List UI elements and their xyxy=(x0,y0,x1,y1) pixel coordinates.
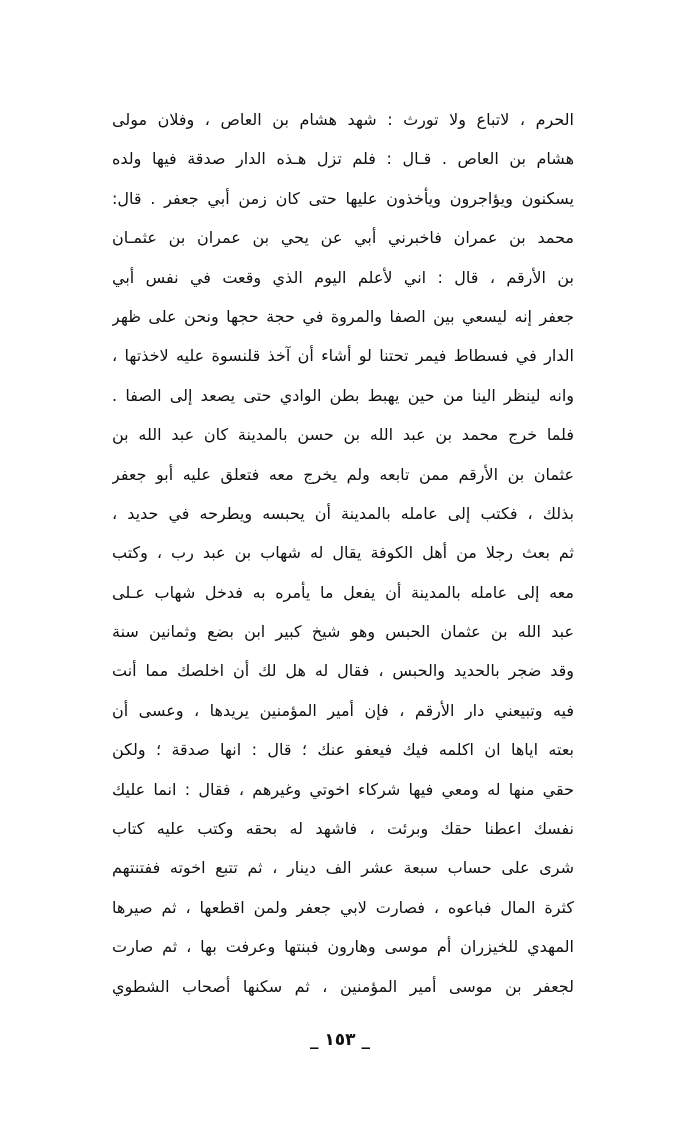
text-line: المهدي للخيزران أم موسى وهارون فبنتها وعرفت بها ، ثم صارت xyxy=(112,937,574,957)
text-line: عثمان بن الأرقم ممن تابعه ولم يخرج معه فتعلق عليه أبو جعفر xyxy=(112,464,574,484)
text-line: هشام بن العاص . قـال : فلم تزل هـذه الدار صدقة فيها ولده xyxy=(112,149,574,169)
text-line: وانه لينظر الينا من حين يهبط بطن الوادي حتى يصعد إلى الصفا . xyxy=(112,385,574,405)
text-line: فلما خرج محمد بن عبد الله بن حسن بالمدينة كان عبد الله بن xyxy=(112,425,574,445)
text-line: شرى على حساب سبعة عشر الف دينار ، ثم تتبع اخوته ففتنتهم xyxy=(112,858,574,878)
text-line: الحرم ، لاتباع ولا تورث : شهد هشام بن العاص ، وفلان مولى xyxy=(112,110,574,129)
text-line: يسكنون ويؤاجرون ويأخذون عليها حتى كان زمن أبي جعفر . قال: xyxy=(112,188,574,208)
text-line: بذلك ، فكتب إلى عامله بالمدينة أن يحبسه ويطرحه في حديد ، xyxy=(112,503,574,523)
text-line: جعفر إنه ليسعي بين الصفا والمروة في حجة حجها ونحن على ظهر xyxy=(112,306,574,326)
body-text xyxy=(112,100,574,1006)
text-line: كثرة المال فباعوه ، فصارت لابي جعفر ولمن اقطعها ، ثم صيرها xyxy=(112,897,574,917)
text-line: بعته اياها ان اكلمه فيك فيعفو عنك ؛ قال : انها صدقة ؛ ولكن xyxy=(112,740,574,760)
text-line: حقي منها له ومعي فيها شركاء اخوتي وغيرهم ، فقال : انما عليك xyxy=(112,779,574,799)
page-number: _ ١٥٣ _ xyxy=(310,1030,370,1050)
text-line: لجعفر بن موسى أمير المؤمنين ، ثم سكنها أصحاب الشطوي xyxy=(112,976,574,996)
text-line: معه إلى عامله بالمدينة أن يفعل ما يأمره به فدخل شهاب عـلى xyxy=(112,582,574,602)
text-line: نفسك اعطنا حقك وبرئت ، فاشهد له بحقه وكتب عليه كتاب xyxy=(112,819,574,839)
text-line: الدار في فسطاط فيمر تحتنا لو أشاء أن آخذ قلنسوة عليه لاخذتها ، xyxy=(112,346,574,366)
text-line: ثم بعث رجلا من أهل الكوفة يقال له شهاب بن عبد رب ، وكتب xyxy=(112,543,574,563)
text-line: فيه وتبيعني دار الأرقم ، فإن أمير المؤمنين يريدها ، وعسى أن xyxy=(112,700,574,720)
text-line: وقد ضجر بالحديد والحبس ، فقال له هل لك أن اخلصك مما أنت xyxy=(112,661,574,681)
text-line: عبد الله بن عثمان الحبس وهو شيخ كبير ابن بضع وثمانين سنة xyxy=(112,622,574,642)
text-line: بن الأرقم ، قال : اني لأعلم اليوم الذي وقعت في نفس أبي xyxy=(112,267,574,287)
text-line: محمد بن عمران فاخبرني أبي عن يحي بن عمران بن عثمـان xyxy=(112,228,574,248)
